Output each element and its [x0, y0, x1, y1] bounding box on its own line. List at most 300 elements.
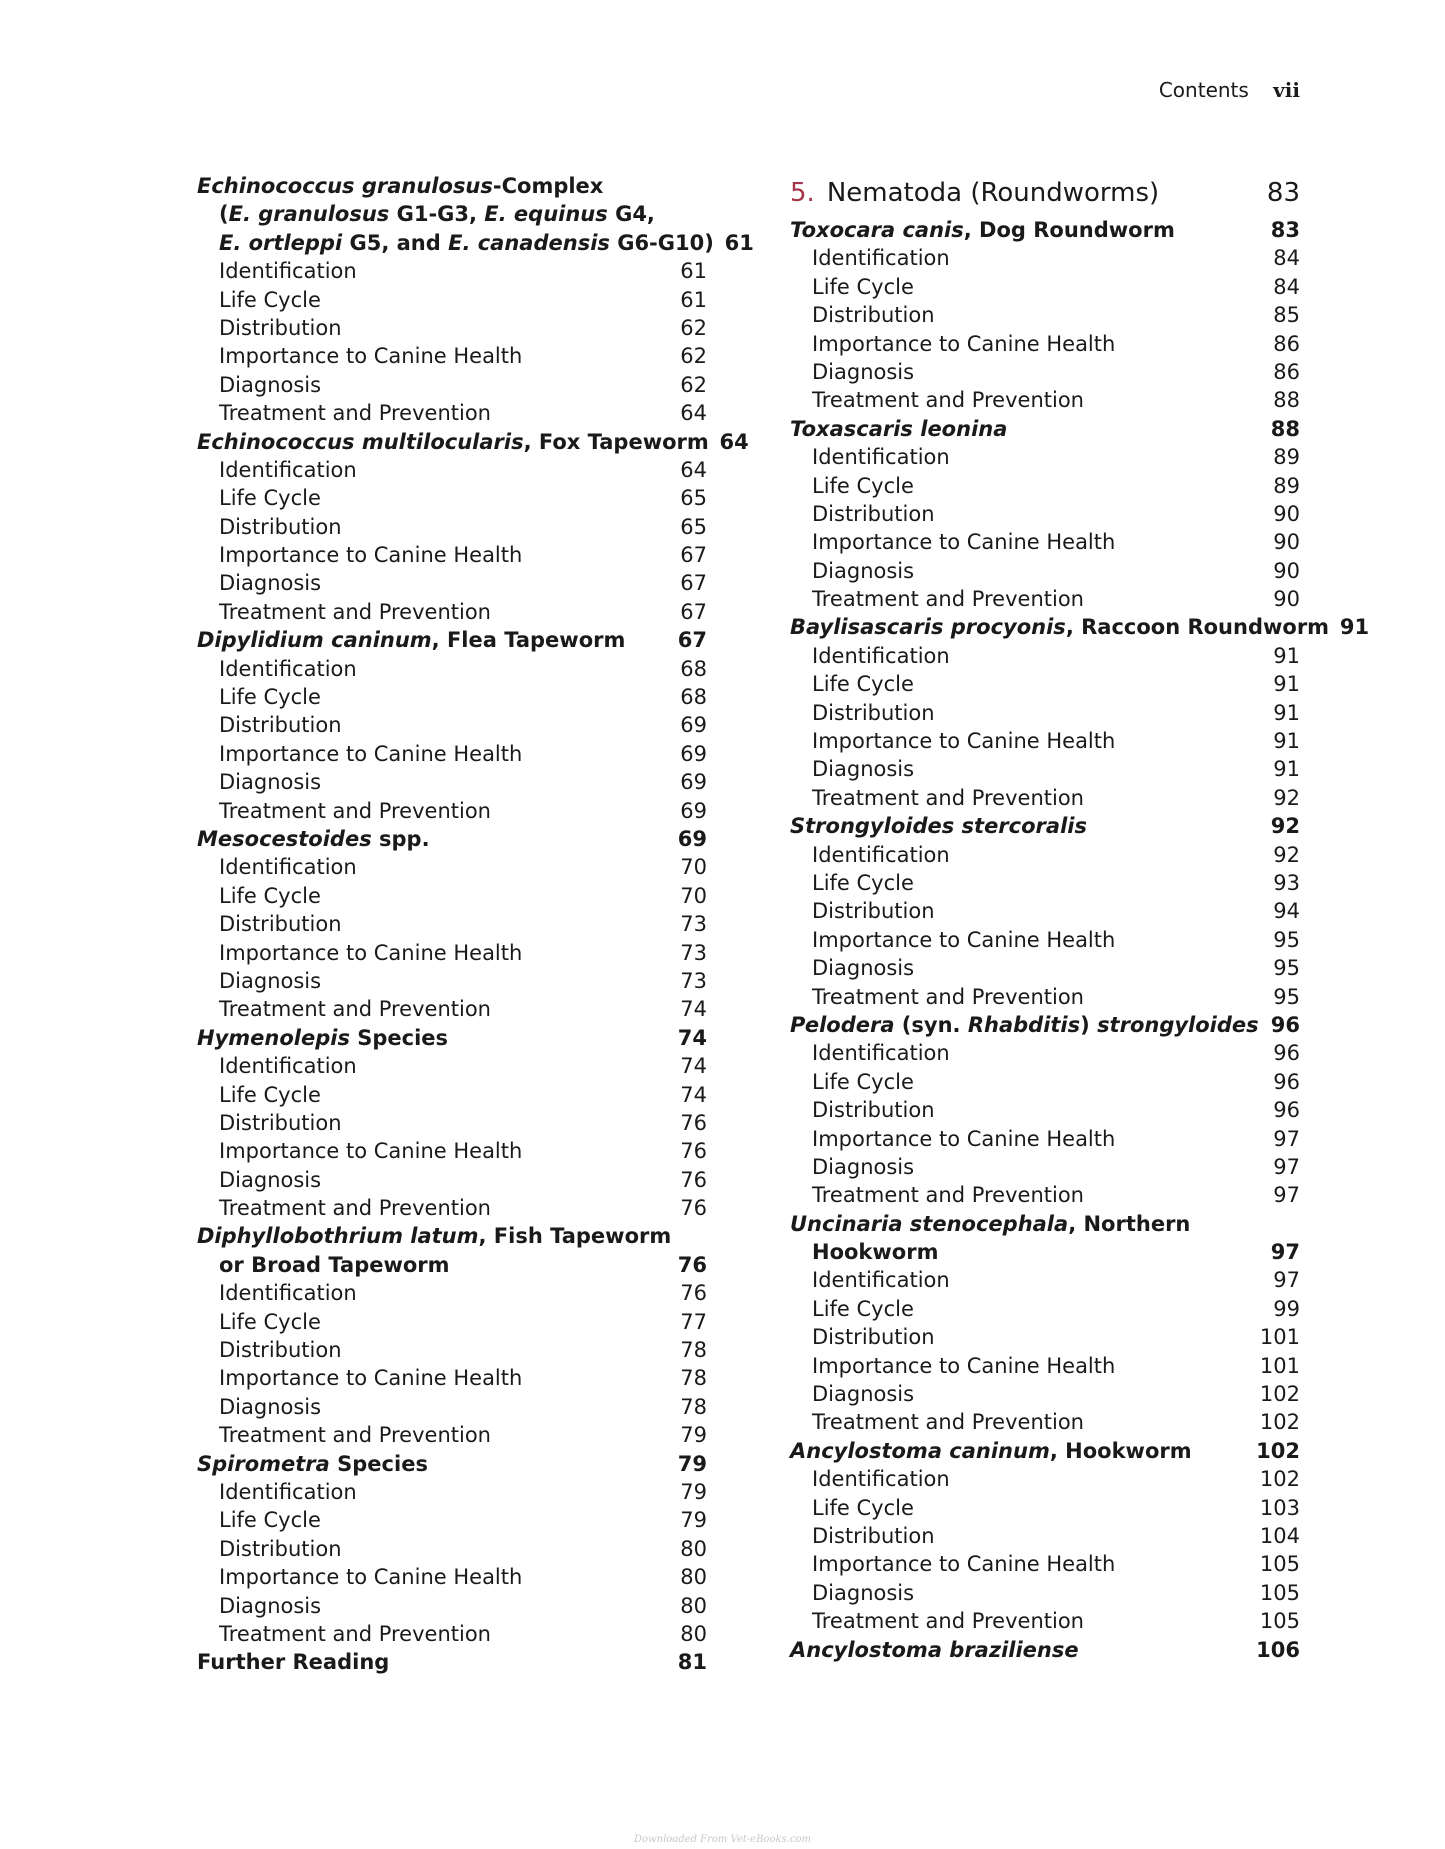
toc-sub-entry[interactable]	[790, 1607, 1300, 1635]
entry-title: Life Cycle	[812, 1069, 914, 1094]
toc-sub-entry[interactable]	[197, 541, 707, 569]
toc-sub-entry[interactable]	[790, 1522, 1300, 1550]
entry-title: Identification	[812, 1268, 950, 1293]
entry-page-number: 97	[1273, 1126, 1300, 1151]
entry-page-number: 95	[1273, 956, 1300, 981]
entry-page-number: 95	[1273, 984, 1300, 1009]
entry-page-number: 68	[680, 656, 707, 681]
toc-sub-entry[interactable]	[197, 882, 707, 910]
entry-title: Life Cycle	[812, 870, 914, 895]
toc-sub-entry[interactable]	[790, 1352, 1300, 1380]
entry-title: Strongyloides stercoralis	[790, 814, 1087, 839]
entry-page-number: 84	[1273, 246, 1300, 271]
toc-sub-entry[interactable]	[197, 740, 707, 768]
entry-page-number: 79	[677, 1451, 707, 1476]
entry-title: Identification	[219, 855, 357, 880]
entry-page-number: 104	[1259, 1523, 1300, 1548]
toc-heading-entry[interactable]	[197, 1222, 707, 1250]
entry-page-number: 64	[680, 457, 707, 482]
entry-title: Distribution	[219, 912, 342, 937]
entry-page-number: 69	[680, 798, 707, 823]
entry-page-number: 96	[1273, 1069, 1300, 1094]
entry-title: Dipylidium caninum, Flea Tapeworm	[197, 628, 626, 653]
entry-title: Diagnosis	[812, 757, 915, 782]
entry-page-number: 89	[1273, 473, 1300, 498]
entry-page-number: 93	[1273, 870, 1300, 895]
toc-sub-entry[interactable]	[197, 1421, 707, 1449]
entry-page-number: 69	[680, 713, 707, 738]
toc-sub-entry[interactable]	[790, 841, 1300, 869]
entry-title: Uncinaria stenocephala, Northern	[790, 1211, 1191, 1236]
entry-page-number: 76	[680, 1139, 707, 1164]
entry-title: Hymenolepis Species	[197, 1025, 449, 1050]
entry-title: Life Cycle	[812, 672, 914, 697]
toc-sub-entry[interactable]	[790, 273, 1300, 301]
entry-title: Identification	[219, 457, 357, 482]
entry-page-number: 74	[680, 997, 707, 1022]
entry-page-number: 74	[680, 1054, 707, 1079]
toc-sub-entry[interactable]	[790, 443, 1300, 471]
entry-title: Diagnosis	[219, 1167, 322, 1192]
toc-heading-entry[interactable]	[790, 812, 1300, 840]
toc-sub-entry[interactable]	[197, 484, 707, 512]
entry-title: Diagnosis	[219, 372, 322, 397]
chapter-number: 5.	[790, 178, 815, 208]
entry-page-number: 97	[1270, 1240, 1300, 1265]
entry-page-number: 64	[680, 401, 707, 426]
entry-title: E. ortleppi G5, and E. canadensis G6-G10)	[219, 230, 714, 255]
entry-page-number: 79	[680, 1508, 707, 1533]
toc-sub-entry[interactable]	[197, 314, 707, 342]
toc-sub-entry[interactable]	[197, 399, 707, 427]
toc-sub-entry[interactable]	[197, 797, 707, 825]
entry-page-number: 77	[680, 1309, 707, 1334]
toc-sub-entry[interactable]	[197, 1563, 707, 1591]
entry-title: Diagnosis	[812, 558, 915, 583]
toc-sub-entry[interactable]	[790, 1579, 1300, 1607]
entry-page-number: 102	[1259, 1382, 1300, 1407]
toc-heading-entry[interactable]	[197, 172, 707, 200]
entry-page-number: 76	[680, 1196, 707, 1221]
entry-title: Echinococcus granulosus-Complex	[197, 174, 604, 198]
toc-sub-entry[interactable]	[197, 456, 707, 484]
toc-heading-entry[interactable]	[197, 428, 749, 456]
entry-page-number: 68	[680, 685, 707, 710]
toc-sub-entry[interactable]	[197, 910, 707, 938]
entry-page-number: 92	[1273, 785, 1300, 810]
toc-sub-entry[interactable]	[197, 1137, 707, 1165]
toc-sub-entry[interactable]	[790, 386, 1300, 414]
entry-title: Life Cycle	[219, 1082, 321, 1107]
entry-page-number: 88	[1270, 416, 1300, 441]
entry-title: Treatment and Prevention	[219, 401, 491, 426]
toc-heading-entry[interactable]	[790, 216, 1300, 244]
toc-sub-entry[interactable]	[790, 755, 1300, 783]
toc-heading-entry[interactable]	[197, 1251, 707, 1279]
entry-page-number: 70	[680, 855, 707, 880]
entry-title: Life Cycle	[812, 1296, 914, 1321]
toc-heading-entry[interactable]	[197, 229, 754, 257]
toc-sub-entry[interactable]	[790, 1323, 1300, 1351]
toc-sub-entry[interactable]	[790, 1494, 1300, 1522]
toc-sub-entry[interactable]	[790, 699, 1300, 727]
toc-sub-entry[interactable]	[790, 1153, 1300, 1181]
entry-page-number: 91	[1273, 700, 1300, 725]
entry-title: Distribution	[812, 1098, 935, 1123]
entry-page-number: 69	[680, 770, 707, 795]
chapter-page-number: 83	[1266, 178, 1300, 208]
entry-title: Treatment and Prevention	[812, 1410, 1084, 1435]
entry-title: Treatment and Prevention	[219, 1196, 491, 1221]
entry-page-number: 96	[1270, 1012, 1300, 1037]
toc-heading-entry[interactable]	[197, 1450, 707, 1478]
entry-title: Diphyllobothrium latum, Fish Tapeworm	[197, 1224, 672, 1249]
entry-title: Further Reading	[197, 1650, 390, 1675]
entry-title: Ancylostoma braziliense	[790, 1637, 1079, 1662]
toc-sub-entry[interactable]	[790, 954, 1300, 982]
entry-title: Distribution	[812, 1523, 935, 1548]
toc-sub-entry[interactable]	[790, 1068, 1300, 1096]
entry-page-number: 101	[1259, 1325, 1300, 1350]
entry-title: Identification	[219, 1054, 357, 1079]
running-head	[1100, 78, 1300, 102]
toc-sub-entry[interactable]	[790, 301, 1300, 329]
entry-page-number: 76	[680, 1110, 707, 1135]
entry-title: Importance to Canine Health	[219, 741, 523, 766]
toc-heading-entry[interactable]	[790, 1636, 1300, 1664]
toc-sub-entry[interactable]	[790, 727, 1300, 755]
toc-heading-entry[interactable]	[197, 626, 707, 654]
running-head-section: Contents	[1158, 78, 1249, 102]
entry-title: Baylisascaris procyonis, Raccoon Roundworm	[790, 615, 1330, 640]
chapter-heading[interactable]	[790, 170, 1300, 216]
entry-title: Importance to Canine Health	[812, 1126, 1116, 1151]
toc-heading-entry[interactable]	[197, 200, 707, 228]
toc-sub-entry[interactable]	[197, 1308, 707, 1336]
entry-page-number: 62	[680, 315, 707, 340]
toc-sub-entry[interactable]	[790, 1380, 1300, 1408]
toc-sub-entry[interactable]	[197, 711, 707, 739]
toc-sub-entry[interactable]	[790, 1465, 1300, 1493]
entry-page-number: 94	[1273, 899, 1300, 924]
entry-title: Identification	[812, 643, 950, 668]
entry-title: Identification	[219, 1281, 357, 1306]
entry-page-number: 95	[1273, 927, 1300, 952]
entry-title: Treatment and Prevention	[219, 599, 491, 624]
entry-title: Importance to Canine Health	[219, 1366, 523, 1391]
entry-title: Distribution	[812, 501, 935, 526]
entry-page-number: 86	[1273, 331, 1300, 356]
entry-title: Life Cycle	[219, 883, 321, 908]
entry-title: Identification	[812, 1467, 950, 1492]
toc-sub-entry[interactable]	[197, 768, 707, 796]
toc-sub-entry[interactable]	[790, 983, 1300, 1011]
entry-page-number: 91	[1273, 757, 1300, 782]
entry-page-number: 79	[680, 1423, 707, 1448]
entry-page-number: 78	[680, 1338, 707, 1363]
entry-page-number: 67	[680, 599, 707, 624]
entry-title: Identification	[812, 1041, 950, 1066]
entry-page-number: 97	[1273, 1183, 1300, 1208]
entry-page-number: 90	[1273, 558, 1300, 583]
entry-title: Spirometra Species	[197, 1451, 428, 1476]
entry-page-number: 67	[680, 571, 707, 596]
toc-sub-entry[interactable]	[197, 1109, 707, 1137]
toc-sub-entry[interactable]	[197, 1194, 707, 1222]
entry-page-number: 84	[1273, 274, 1300, 299]
toc-heading-entry[interactable]	[197, 1648, 707, 1676]
toc-sub-entry[interactable]	[790, 897, 1300, 925]
toc-sub-entry[interactable]	[790, 1550, 1300, 1578]
entry-title: Mesocestoides spp.	[197, 826, 430, 851]
entry-title: Life Cycle	[812, 473, 914, 498]
entry-page-number: 62	[680, 344, 707, 369]
entry-title: Importance to Canine Health	[812, 1552, 1116, 1577]
toc-sub-entry[interactable]	[197, 1535, 707, 1563]
entry-title: Distribution	[219, 1338, 342, 1363]
chapter-entries	[790, 216, 1370, 1664]
toc-sub-entry[interactable]	[790, 1039, 1300, 1067]
toc-heading-entry[interactable]	[197, 1024, 707, 1052]
entry-title: (E. granulosus G1-G3, E. equinus G4,	[219, 202, 655, 227]
entry-page-number: 67	[680, 543, 707, 568]
entry-title: Importance to Canine Health	[219, 940, 523, 965]
toc-sub-entry[interactable]	[790, 244, 1300, 272]
entry-page-number: 90	[1273, 530, 1300, 555]
entry-title: Identification	[219, 1479, 357, 1504]
toc-sub-entry[interactable]	[197, 1166, 707, 1194]
entry-title: Importance to Canine Health	[812, 729, 1116, 754]
entry-title: Treatment and Prevention	[219, 1423, 491, 1448]
entry-title: Toxocara canis, Dog Roundworm	[790, 218, 1175, 242]
toc-heading-entry[interactable]	[790, 1011, 1300, 1039]
toc-sub-entry[interactable]	[790, 670, 1300, 698]
toc-sub-entry[interactable]	[197, 1393, 707, 1421]
entry-title: Importance to Canine Health	[812, 331, 1116, 356]
toc-sub-entry[interactable]	[197, 598, 707, 626]
toc-sub-entry[interactable]	[197, 1052, 707, 1080]
entry-title: Distribution	[812, 899, 935, 924]
entry-title: Echinococcus multilocularis, Fox Tapeworm	[197, 429, 709, 454]
toc-sub-entry[interactable]	[790, 1125, 1300, 1153]
entry-page-number: 80	[680, 1565, 707, 1590]
entry-title: Identification	[812, 842, 950, 867]
entry-page-number: 86	[1273, 359, 1300, 384]
toc-sub-entry[interactable]	[790, 642, 1300, 670]
entry-page-number: 65	[680, 514, 707, 539]
toc-sub-entry[interactable]	[790, 1096, 1300, 1124]
entry-page-number: 91	[1273, 643, 1300, 668]
toc-sub-entry[interactable]	[197, 1478, 707, 1506]
entry-page-number: 105	[1259, 1609, 1300, 1634]
entry-page-number: 105	[1259, 1580, 1300, 1605]
entry-page-number: 89	[1273, 445, 1300, 470]
entry-title: Life Cycle	[219, 1508, 321, 1533]
entry-page-number: 65	[680, 486, 707, 511]
entry-title: Importance to Canine Health	[812, 927, 1116, 952]
entry-page-number: 76	[680, 1167, 707, 1192]
entry-page-number: 81	[677, 1650, 707, 1675]
chapter-title: Nematoda (Roundworms)	[826, 178, 1160, 208]
entry-title: Diagnosis	[219, 1593, 322, 1618]
toc-right-column	[790, 170, 1370, 1664]
entry-title: Diagnosis	[812, 1154, 915, 1179]
entry-title: Life Cycle	[219, 287, 321, 312]
entry-page-number: 103	[1259, 1495, 1300, 1520]
entry-page-number: 78	[680, 1366, 707, 1391]
entry-page-number: 73	[680, 968, 707, 993]
entry-page-number: 78	[680, 1394, 707, 1419]
entry-title: Diagnosis	[219, 968, 322, 993]
entry-page-number: 92	[1273, 842, 1300, 867]
entry-title: Diagnosis	[219, 770, 322, 795]
entry-page-number: 80	[680, 1621, 707, 1646]
toc-sub-entry[interactable]	[197, 371, 707, 399]
entry-title: Importance to Canine Health	[219, 1565, 523, 1590]
toc-heading-entry[interactable]	[790, 1437, 1300, 1465]
toc-sub-entry[interactable]	[197, 995, 707, 1023]
entry-title: Treatment and Prevention	[812, 1183, 1084, 1208]
toc-sub-entry[interactable]	[197, 257, 707, 285]
entry-page-number: 90	[1273, 501, 1300, 526]
toc-sub-entry[interactable]	[790, 784, 1300, 812]
toc-sub-entry[interactable]	[197, 1506, 707, 1534]
toc-sub-entry[interactable]	[197, 939, 707, 967]
toc-sub-entry[interactable]	[790, 926, 1300, 954]
entry-title: Diagnosis	[812, 956, 915, 981]
entry-page-number: 74	[680, 1082, 707, 1107]
entry-page-number: 61	[680, 259, 707, 284]
running-head-page-number: vii	[1273, 78, 1300, 102]
entry-page-number: 67	[677, 628, 707, 653]
toc-sub-entry[interactable]	[197, 1081, 707, 1109]
entry-page-number: 96	[1273, 1041, 1300, 1066]
entry-title: Distribution	[219, 315, 342, 340]
toc-sub-entry[interactable]	[197, 1592, 707, 1620]
entry-title: Life Cycle	[219, 685, 321, 710]
entry-title: or Broad Tapeworm	[219, 1252, 450, 1277]
entry-title: Treatment and Prevention	[219, 798, 491, 823]
toc-sub-entry[interactable]	[790, 1408, 1300, 1436]
entry-title: Identification	[812, 246, 950, 271]
toc-sub-entry[interactable]	[790, 330, 1300, 358]
entry-page-number: 73	[680, 912, 707, 937]
entry-page-number: 80	[680, 1593, 707, 1618]
entry-title: Importance to Canine Health	[812, 1353, 1116, 1378]
entry-page-number: 80	[680, 1536, 707, 1561]
entry-title: Distribution	[812, 1325, 935, 1350]
entry-page-number: 83	[1270, 218, 1300, 242]
toc-heading-entry[interactable]	[790, 1238, 1300, 1266]
toc-heading-entry[interactable]	[790, 613, 1370, 641]
toc-sub-entry[interactable]	[197, 1279, 707, 1307]
entry-title: Distribution	[219, 1110, 342, 1135]
toc-sub-entry[interactable]	[197, 342, 707, 370]
entry-title: Treatment and Prevention	[812, 785, 1084, 810]
toc-sub-entry[interactable]	[197, 655, 707, 683]
entry-title: Pelodera (syn. Rhabditis) strongyloides	[790, 1012, 1259, 1037]
entry-page-number: 85	[1273, 303, 1300, 328]
entry-title: Treatment and Prevention	[812, 388, 1084, 413]
toc-sub-entry[interactable]	[197, 513, 707, 541]
entry-page-number: 92	[1270, 814, 1300, 839]
entry-title: Life Cycle	[812, 1495, 914, 1520]
entry-page-number: 76	[677, 1252, 707, 1277]
entry-title: Distribution	[812, 700, 935, 725]
entry-page-number: 88	[1273, 388, 1300, 413]
entry-page-number: 90	[1273, 587, 1300, 612]
entry-page-number: 64	[719, 429, 749, 454]
toc-sub-entry[interactable]	[197, 1364, 707, 1392]
entry-title: Importance to Canine Health	[219, 1139, 523, 1164]
entry-title: Identification	[219, 656, 357, 681]
entry-title: Diagnosis	[812, 359, 915, 384]
toc-sub-entry[interactable]	[197, 967, 707, 995]
toc-sub-entry[interactable]	[790, 585, 1300, 613]
toc-sub-entry[interactable]	[790, 500, 1300, 528]
entry-page-number: 61	[724, 230, 754, 255]
entry-page-number: 91	[1273, 729, 1300, 754]
entry-title: Diagnosis	[812, 1382, 915, 1407]
entry-page-number: 106	[1256, 1637, 1300, 1662]
entry-page-number: 69	[680, 741, 707, 766]
entry-page-number: 97	[1273, 1268, 1300, 1293]
entry-title: Treatment and Prevention	[812, 1609, 1084, 1634]
entry-title: Identification	[812, 445, 950, 470]
toc-sub-entry[interactable]	[197, 1620, 707, 1648]
entry-title: Importance to Canine Health	[812, 530, 1116, 555]
entry-title: Treatment and Prevention	[812, 984, 1084, 1009]
entry-page-number: 74	[677, 1025, 707, 1050]
entry-page-number: 91	[1273, 672, 1300, 697]
toc-sub-entry[interactable]	[790, 1181, 1300, 1209]
entry-title: Importance to Canine Health	[219, 344, 523, 369]
toc-sub-entry[interactable]	[790, 472, 1300, 500]
toc-heading-entry[interactable]	[197, 825, 707, 853]
entry-page-number: 70	[680, 883, 707, 908]
entry-title: Identification	[219, 259, 357, 284]
watermark-footer: Downloaded From Vet-eBooks.com	[634, 1834, 811, 1845]
toc-heading-entry[interactable]	[790, 415, 1300, 443]
entry-page-number: 102	[1259, 1410, 1300, 1435]
toc-sub-entry[interactable]	[197, 286, 707, 314]
entry-page-number: 79	[680, 1479, 707, 1504]
entry-page-number: 91	[1339, 615, 1370, 640]
toc-sub-entry[interactable]	[197, 1336, 707, 1364]
entry-page-number: 69	[677, 826, 707, 851]
entry-page-number: 62	[680, 372, 707, 397]
toc-left-column	[197, 172, 754, 1677]
toc-sub-entry[interactable]	[790, 557, 1300, 585]
entry-title: Toxascaris leonina	[790, 416, 1008, 441]
entry-title: Life Cycle	[219, 486, 321, 511]
toc-sub-entry[interactable]	[790, 358, 1300, 386]
toc-sub-entry[interactable]	[197, 853, 707, 881]
entry-page-number: 99	[1273, 1296, 1300, 1321]
toc-sub-entry[interactable]	[790, 1295, 1300, 1323]
entry-title: Treatment and Prevention	[219, 997, 491, 1022]
entry-title: Life Cycle	[812, 274, 914, 299]
entry-page-number: 102	[1256, 1438, 1300, 1463]
toc-sub-entry[interactable]	[790, 869, 1300, 897]
toc-sub-entry[interactable]	[197, 569, 707, 597]
entry-page-number: 97	[1273, 1154, 1300, 1179]
toc-sub-entry[interactable]	[197, 683, 707, 711]
toc-sub-entry[interactable]	[790, 1266, 1300, 1294]
toc-sub-entry[interactable]	[790, 528, 1300, 556]
entry-title: Treatment and Prevention	[219, 1621, 491, 1646]
toc-heading-entry[interactable]	[790, 1210, 1300, 1238]
